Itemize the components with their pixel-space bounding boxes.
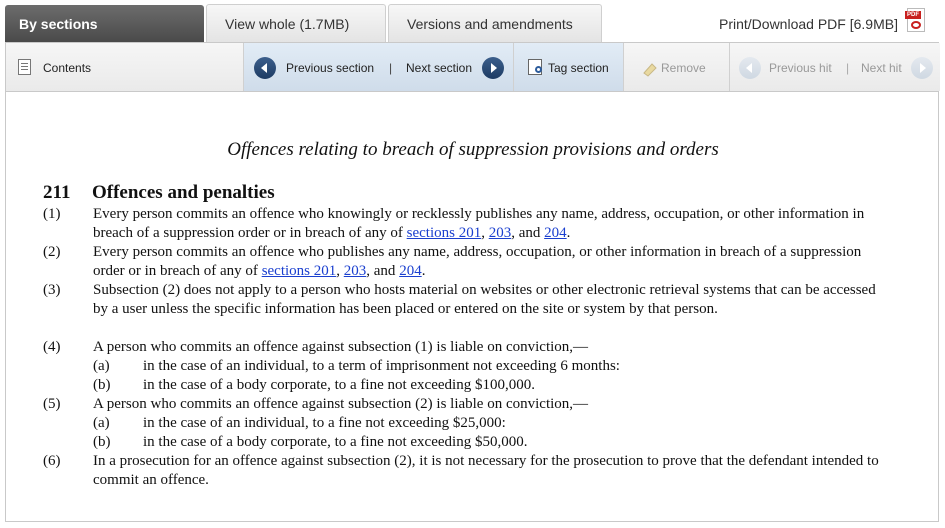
link-section-204[interactable]: 204: [399, 263, 422, 279]
tab-view-whole[interactable]: View whole (1.7MB): [206, 4, 386, 42]
pdf-icon[interactable]: [907, 8, 925, 32]
paragraph-number: (b): [93, 434, 111, 450]
link-section-204[interactable]: 204: [544, 225, 567, 241]
next-hit-icon[interactable]: [911, 57, 933, 79]
subsection-number: (3): [43, 282, 61, 298]
contents-label: Contents: [43, 61, 92, 75]
previous-section-icon[interactable]: [254, 57, 276, 79]
contents-icon: [18, 59, 31, 75]
tag-section-button[interactable]: [514, 43, 624, 91]
link-section-203[interactable]: 203: [343, 263, 367, 279]
subsection-text: In a prosecution for an offence against subsection (2), it is not necessary for the prosecution to prove that the defendant intended to commit an offence.: [93, 453, 879, 488]
document-toolbar: [5, 42, 939, 92]
tag-section-icon: [528, 59, 542, 75]
nav-separator: |: [389, 61, 393, 75]
previous-section-button[interactable]: Previous section: [286, 61, 375, 75]
eraser-icon: [642, 61, 658, 77]
section-number: 211: [43, 182, 71, 203]
remove-button[interactable]: [624, 43, 730, 91]
subsection-number: (2): [43, 244, 61, 260]
contents-button[interactable]: [6, 43, 244, 91]
section-title: Offences and penalties: [92, 182, 275, 203]
paragraph-number: (a): [93, 415, 110, 431]
tab-versions-and-amendments[interactable]: Versions and amendments: [388, 4, 602, 42]
subsection-number: (1): [43, 206, 61, 222]
part-heading: Offences relating to breach of suppression provisions and orders: [227, 139, 719, 160]
next-section-button[interactable]: Next section: [406, 61, 473, 75]
paragraph-text: in the case of an individual, to a term of imprisonment not exceeding 6 months:: [143, 358, 620, 374]
tab-by-sections[interactable]: By sections: [5, 5, 204, 42]
paragraph-number: (a): [93, 358, 110, 374]
link-section-203[interactable]: 203: [488, 225, 512, 241]
document-content: [5, 92, 939, 522]
hit-navigation: [730, 43, 940, 91]
subsection-text: A person who commits an offence against subsection (1) is liable on conviction,—: [93, 339, 589, 355]
next-section-icon[interactable]: [482, 57, 504, 79]
subsection-text: Every person commits an offence who knowingly or recklessly publishes any name, address, occupation, or other information in breach of a suppression order or in breach of any of sections 201, 203, and 204.: [93, 206, 865, 241]
subsection-text: A person who commits an offence against subsection (2) is liable on conviction,—: [93, 396, 589, 412]
subsection-number: (6): [43, 453, 61, 469]
paragraph-text: in the case of a body corporate, to a fine not exceeding $100,000.: [143, 377, 535, 393]
paragraph-text: in the case of a body corporate, to a fine not exceeding $50,000.: [143, 434, 528, 450]
tab-bar: [0, 0, 945, 42]
previous-hit-button[interactable]: Previous hit: [769, 61, 832, 75]
subsection-number: (5): [43, 396, 61, 412]
link-sections-201[interactable]: sections 201: [406, 225, 482, 241]
acrobat-swirl-icon: [911, 21, 921, 29]
link-sections-201[interactable]: sections 201: [261, 263, 337, 279]
print-download-pdf-link[interactable]: [700, 4, 940, 42]
remove-label: Remove: [661, 61, 706, 75]
paragraph-number: (b): [93, 377, 111, 393]
print-download-label: Print/Download PDF [6.9MB]: [719, 16, 898, 32]
subsection-text: Subsection (2) does not apply to a person who hosts material on websites or other electronic retrieval systems that can be accessed by a user unless the specific information has been placed or entered on the site or system by that person.: [93, 282, 876, 317]
section-navigation: [244, 43, 514, 91]
next-hit-button[interactable]: Next hit: [861, 61, 902, 75]
hit-separator: |: [846, 61, 850, 75]
paragraph-text: in the case of an individual, to a fine not exceeding $25,000:: [143, 415, 506, 431]
subsection-text: Every person commits an offence who publishes any name, address, occupation, or other information in breach of a suppression order or in breach of any of sections 201, 203, and 204.: [93, 244, 862, 279]
pdf-badge: PDF: [907, 12, 919, 18]
subsection-number: (4): [43, 339, 61, 355]
tag-section-label: Tag section: [548, 61, 609, 75]
previous-hit-icon[interactable]: [739, 57, 761, 79]
